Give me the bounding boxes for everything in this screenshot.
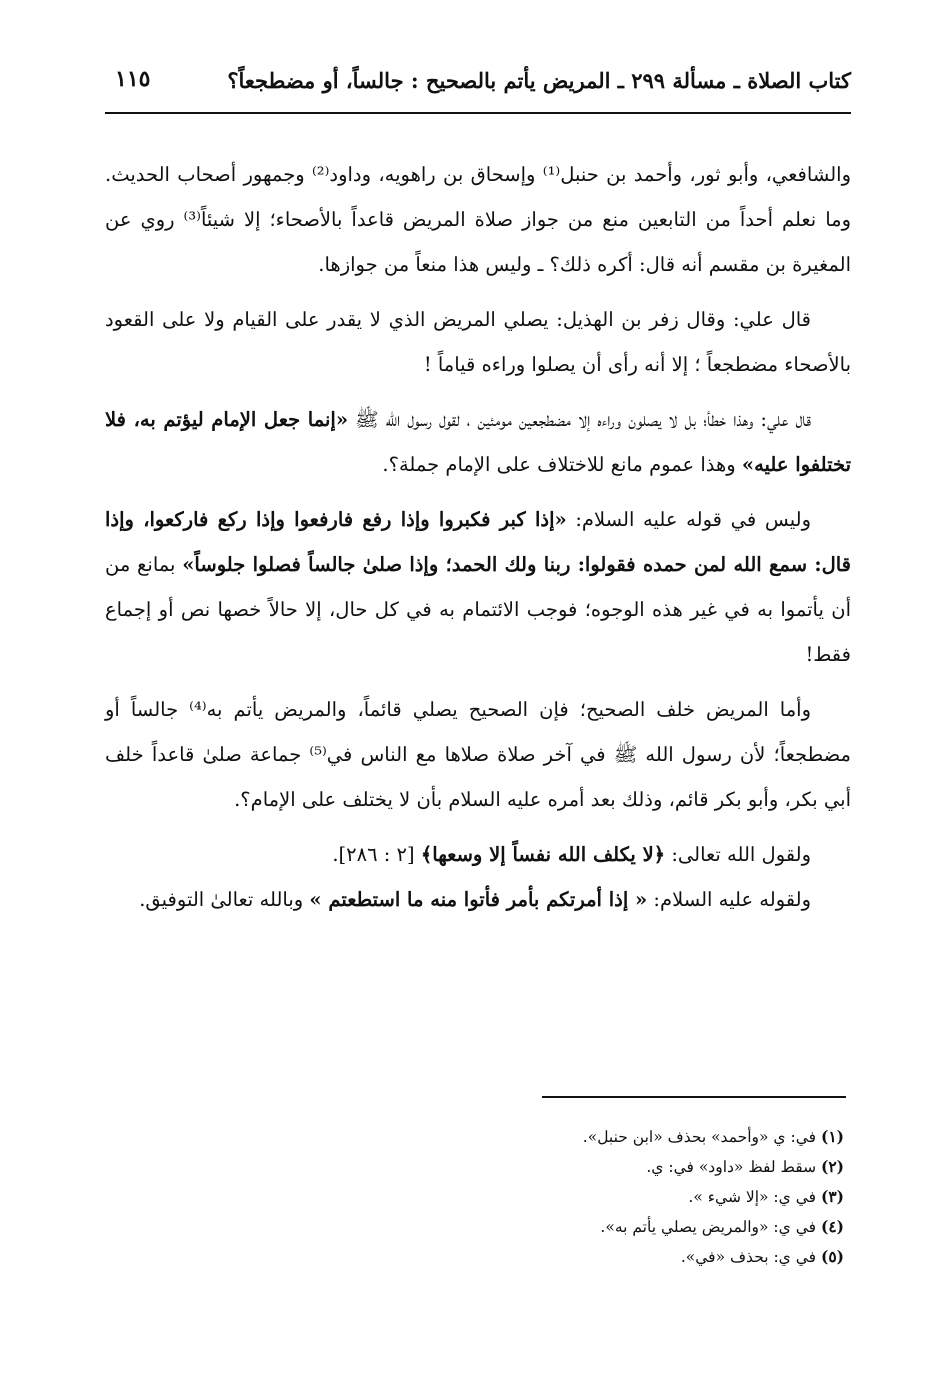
footnote: (٣) في ي: «إلا شيء ». (688, 1187, 844, 1206)
footnote: (٥) في ي: بحذف «في». (680, 1247, 844, 1266)
paragraph: ولقول الله تعالى: ﴿لا يكلف الله نفساً إلا وسعها﴾ [٢ : ٢٨٦]. (332, 843, 811, 866)
hadith-quote: «إنما جعل الإمام ليؤتم به، فلا تختلفوا عليه» (105, 408, 851, 476)
paragraph: وأما المريض خلف الصحيح؛ فإن الصحيح يصلي قائماً، والمريض يأتم به⁽⁴⁾ جالساً أو مضطجعاً؛ لأن رسول الله ﷺ في آخر صلاة صلاها مع الناس في⁽⁵⁾ جماعة صلىٰ قاعداً خلف أبي بكر، وأبو بكر قائم، وذلك بعد أمره عليه السلام بأن لا يختلف على الإمام؟. (105, 698, 851, 811)
footnote: (٢) سقط لفظ «داود» في: ي. (646, 1157, 844, 1176)
footnotes (344, 1122, 844, 1272)
footnote: (٤) في ي: «والمريض يصلي يأتم به». (600, 1217, 844, 1236)
hadith-quote: « إذا أمرتكم بأمر فأتوا منه ما استطعتم » (309, 888, 648, 911)
paragraph: والشافعي، وأبو ثور، وأحمد بن حنبل⁽¹⁾ وإسحاق بن راهويه، وداود⁽²⁾ وجمهور أصحاب الحديث. وما نعلم أحداً من التابعين منع من جواز صلاة المريض قاعداً بالأصحاء؛ إلا شيئاً⁽³⁾ روي عن المغيرة بن مقسم أنه قال: أكره ذلك؟ ـ وليس هذا منعاً من جوازها. (105, 163, 852, 276)
main-text (105, 152, 851, 932)
paragraph: ولقوله عليه السلام: « إذا أمرتكم بأمر فأتوا منه ما استطعتم » وبالله تعالىٰ التوفيق. (139, 888, 811, 911)
running-title: كتاب الصلاة ـ مسألة ٢٩٩ ـ المريض يأتم بالصحيح : جالساً، أو مضطجعاً؟ (227, 68, 851, 93)
page-header (105, 60, 851, 114)
footnote-mark: (٣) (820, 1187, 844, 1206)
quran-quote: ﴿لا يكلف الله نفساً إلا وسعها﴾ (420, 843, 666, 866)
footnote: (١) في: ي «وأحمد» بحذف «ابن حنبل». (582, 1127, 844, 1146)
page-number: ١١٥ (115, 66, 151, 92)
footnote-mark: (٥) (820, 1247, 844, 1266)
paragraph: قال علي: وقال زفر بن الهذيل: يصلي المريض الذي لا يقدر على القيام ولا على القعود بالأصحاء مضطجعاً ؛ إلا أنه رأى أن يصلوا وراءه قياماً ! (105, 308, 851, 376)
footnote-mark: (٢) (820, 1157, 844, 1176)
footnote-divider (542, 1096, 846, 1098)
paragraph: وليس في قوله عليه السلام: «إذا كبر فكبروا وإذا رفع فارفعوا وإذا ركع فاركعوا، وإذا قال: سمع الله لمن حمده فقولوا: ربنا ولك الحمد؛ وإذا صلىٰ جالساً فصلوا جلوساً» بمانع من أن يأتموا به في غير هذه الوجوه؛ فوجب الائتمام به في كل حال، إلا حالاً خصها نص أو إجماع فقط! (105, 508, 851, 666)
hadith-quote: «إذا كبر فكبروا وإذا رفع فارفعوا وإذا ركع فاركعوا، وإذا قال: سمع الله لمن حمده فقولوا: ربنا ولك الحمد؛ وإذا صلىٰ جالساً فصلوا جلوساً» (105, 508, 851, 576)
paragraph: قال علي: وهذا خطأ؛ بل لا يصلون وراءه إلا مضطجعين مومئين ، لقول رسول الله ﷺ «إنما جعل الإمام ليؤتم به، فلا تختلفوا عليه» وهذا عموم مانع للاختلاف على الإمام جملة؟. (105, 408, 851, 476)
footnote-mark: (١) (820, 1127, 844, 1146)
footnote-mark: (٤) (820, 1217, 844, 1236)
